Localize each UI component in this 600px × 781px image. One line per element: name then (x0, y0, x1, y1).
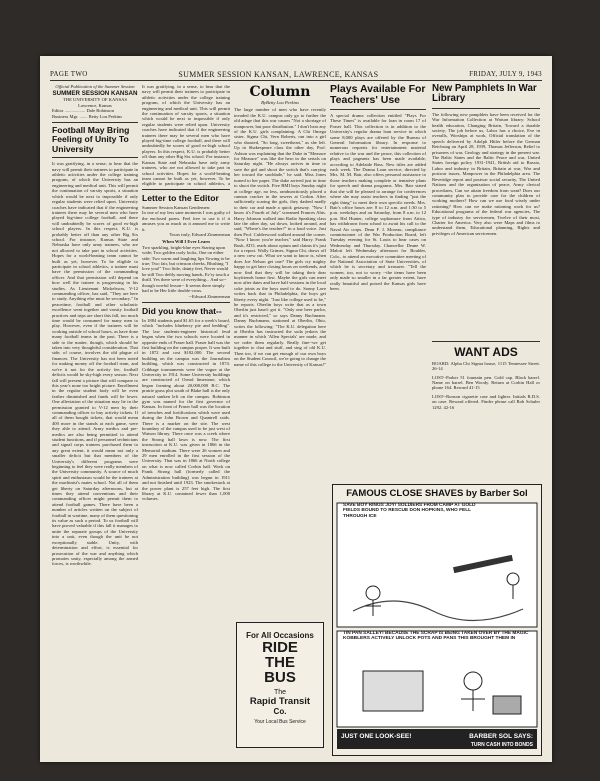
paper-name: SUMMER SESSION KANSAN (52, 90, 138, 98)
barbasol-strip-right: BARBER SOL SAYS: (469, 733, 533, 740)
barbasol-headline: FAMOUS CLOSE SHAVES by Barber Sol (346, 488, 528, 499)
want-ad-cigarette-case: LOST--Ronson cigarette case and lighter. Initials R.D.S. on case. Reward offered. Finder please call Bob Schuler 1292. 42-16 (432, 393, 540, 410)
column-byline: ByBetty Lou Perkins (261, 100, 299, 105)
letter-signoff: Yours truly, Edward Zimmerman (169, 232, 230, 238)
city-name: Lawrence, Kansas (78, 102, 112, 108)
column-editorial (52, 84, 138, 749)
masthead-title: SUMMER SESSION KANSAN, LAWRENCE, KANSAS (178, 69, 379, 79)
ad-line-ride: RIDE (262, 639, 298, 656)
business-line: Business Mgr. ....... Betty Lou Perkins (52, 113, 123, 119)
divider (432, 108, 540, 109)
barbasol-ad (332, 484, 542, 756)
ad-line-the: THE (265, 654, 295, 671)
divider (330, 109, 426, 110)
divider (142, 189, 230, 190)
university-name: THE UNIVERSITY OF KANSAS (62, 97, 128, 103)
newspaper-page (40, 56, 552, 762)
football-article: It was gratifying, in a sense, to hear that the navy will permit their trainees to participate in athletic activities under the college training program, of which the University has an engineering and medical unit. This will permit the continuation of varsity sports, a situation which would be next to impossible if only regular students were relied upon. University coaches have indicated that if the engineering trainees there may be several men who have played big-time college football, and there will undoubtedly be scores of good ex-high school players. In this respect, K.U. is probably better off than any other Big Six school. For instance, Kansas State and Nebraska have only army trainees, who are not allowed to take part in school activities. Hopes for a world-beating team cannot be built as yet, however. To be eligible to participate in school athletics, a trainee must have the permission of the commanding officer. And that permission will depend on how well the trainee is progressing in his studies. As Lieutenant Mickelsson, V-12 commanding officer, has said, "They are here to study. Anything else must be secondary." In peacetime, football and other scholastic excellence went together and varsity football practices and trips are short this fall, too much time would be consumed for many men to play. However, even if the trainees will be working outside of school hours, as have done many football teams in the past. There is a side to the matter, though, which should be taken into very thoughtful consideration. That side, of course, involves the old plague of finances. The University has not been noted for making money off the football team, and we're it not for the activity fee, football deficits would be sky-high every season. Next fall will present a picture that will compare to this year's none too bright picture. Enrollment in the regular student body will be even farther diminished and funds will be lower. One alleviation of the situation may lie in the permission granted to V-12 men by their commanding officer to buy activity tickets. If all of them bought tickets, that would mean 400 more in the stands at each game, were they able to attend. Army medics and pre-medics are also being permitted to attend student functions, and if personnel technicians and signal corps trainees purchased them to any great extent, it would mean not only a smaller deficit but that members of the University's different programs were beginning to feel they were really members of the University community. A source of much spirit and enthusiasm would be the trainees at the machinist's mates school. Not all of them get liberty on Saturday afternoons, but at times they attend conventions and their commanding officer might permit them to attend football games. There have been a number of articles written on the subject of football in wartime, many of them questioning its value as such a period. To us football will have proved valuable if this fall it manages to unite the separate groups of the University into a unit, even though the unit be not exceptionally stable. Unity, with determination and effort, is essential for prosecution of the war and anything which promotes unity, especially among the armed forces, is worthwhile. (52, 161, 138, 567)
pamphlets-article: The following new pamphlets have been received for the War Information Collection at Watson library: School health education, Changing Britain, Toward a durable society, The job before us, Labor has a choice, Eve in overalls, Worships at work, Official translation of the speech delivered by Adolph Hitler before the German Reichstag on April 28, 1939, Thomas Jefferson, Relief to prisoners of war, Geology and strategy in the present war. The Baltic States and the Baltic Peace and war, United States foreign policy 1931-1941, British aid to Russia, Labor and industry in Britain, Britain at war, War and postwar issues, Manpower in the Philadelphia area. The Beveridge report and postwar social security, The United Nations and the organization of peace, Army clerical procedures, Can we attain freedom from want? Does our community plan to provide care for the children of working mothers? How can we use food wisely under rationing? How can we make rationing work for us? Educational programs of the federal war agencies, The type of industry for servicemen, Twelve of their most, Charter for America. Very also were Maps and films to understand them, Educational planning, Rights and privileges of American servicemen. (432, 111, 540, 236)
column-article: The large number of men who have recently invaded the K.U. campus only go to further the old adage that this war causes "Not a shortage of manpower, but poor distribution." I don't hear any of the K.U. girls complaining. A Chi Omega sister, Sigma Chi, Vern Roberts, ran into a girl who shouted, "So long, sweetheart," as she left. Up in Shakespeare class the other day, Prof. Ashton was explaining that the Duke in "Measure for Measure" was like the hero in the serials on Saturday night. "He always arrives in time to save the girl and shoot the switch that's carrying her toward the sawblade," he said. Miss Jones turned to her paper. The duke arrived just in time to shoot the switch. Five BMI boys Sunday night at college age, no less, rambunctiously placed a cannon cracker in the sewers at Corbin. After sufficiently scaring the girls, they dashed madly to their car and made a quick getaway. "Now I know it's Fourth of July" screamed Frances Ahts. Harry Johnson walked into Radio Speaking class late the other day, sat down, looked around, and said, "Where's the teacher?" in a loud voice. Just then Prof. Culderwood walked around the corner. "Now I know you're teacher," said Harry. Frank Rush, ATO, reads about opium and claims it's just for a report. Wally Grimes, Sigma Chi, draws off a new crew cut. What we want to know is, when does Joe Nelson get one? The girls cry mighty happy to get later closing hours on weekends, and now find that they will be taking their dear boyfriends home first. Maybe the girls can meet now after dates and have half sessions in the local coke joints as the boys used to do. Sonny Lave writes back that in Philadelphia, the boys get liberty every night. "Just like college used to be," he reports. Oberlin boys write that as a town Oberlin just hasn't got it. "Only one beer parlor, and it's restricted," so says Danny Buchmann. Danny Buchmann, stationed at Oberlin, Ohio, writes the following: "The K.U. delegation here at Oberlin has instructed the soda jerkers the manner in which 'Allen Specials' are made, and we order them regularly. Really fine--we get together to chat and stuff, and sing of old K.U. Then too, if we can get enough of our own boys on the Student Council, we're going to change the name of this college to the University of Kansas!" (234, 107, 326, 367)
plays-article: A special drama collection entitled "Plays For These Times" is available for loan in room 17 of Fraser hall. This collection is in addition to the University's regular drama loan service in which some 8,000 plays are offered by the Bureau of General Information library. In response to numerous requests for entertainment material relative to the war and the peace, this collection of plays and pageants has been made available, according to Adelaide Bass. New titles are added each week. The Drama Loan service, directed by Mrs. M. M. Bair, also offers personal assistance to those teachers making complete or tentative plans for speech and drama programs. Mrs. Bair stated that she will be pleased to arrange for conferences where she may assist teachers in finding "just the right thing" to meet their own specific needs. Mrs. Bair's office hours are: 8 to 12 a.m. and 1:30 to 5 p.m. weekdays and on Saturday, from 8 a.m. to 12 p.m. Hal Hunter, college sophomore from Attica, has withdrawn from school to await his call to the Naval Air corps. Dean F. J. Moreau, compliance commissioner of the War Production Board, left Tuesday evening for St. Louis to hear cases on Wednesday and Thursday. Chancellor Deane W. Malott left Wednesday afternoon for Boulder, Colo., to attend an executive committee meeting of the National Association of State Universities, of which he is secretary and treasurer. "Tell the women, too, not to worry --the items have been only made so smaller in a far greater extent, have really beautiful and poised the Kansas girls have been. (330, 113, 426, 291)
poem-text: Two sparkling, bright-blue eyes Staring upon wide; Two golden curly locks, One on either side; Two warm and laughing lips Vowing to be true; Two fair, but crimson cheeks, Blushing "I love you!" Two little, dainty feet, Never would be still Two deftly moving hands, Ev'ry touch a thrill. Yes there were of everything... And so--though woeful lesson-- It seems there simply had to be Her little double-cross. (142, 244, 230, 294)
column-pamphlets (432, 84, 540, 534)
ad-line-service: Your Local Bus Service (254, 719, 306, 725)
divider (52, 122, 138, 123)
did-you-know-article: In 1884 students paid $1.65 for a week's board, which "includes blueberry pie and bedding". The law students-engineer historical feud began when the two schools were located in opposite ends of Fraser hall. Fraser hall was the first building on the campus proper. It was built in 1872 and cost $182,000. The second building on the campus was the Journalism building, which was constructed in 1874. Cribbage tournaments were the vogue at the University in 1914. Some University buildings are constructed of Oread limestone, which began forming about 20,000,000 B.C. The prairie grass plot south of Blake hall is the only natural sunken left on the campus. Robinson gym was named for the first governor of Kansas. In front of Fraser hall was the location of trenches and fortifications which were used during the John Brown and Quantrell raids. There is a marker on the site. The west boundary of the campus used to be just west of Watson library. There once was a creek where the Strong hall lawn is now. The first instruction at K.U. was given in 1866 in the Memorial stadium. There were 26 women and 29 men enrolled in the first session of the University. That was in 1866 at North college on what is now called Corbin hall. Work on Frank Strong hall (formerly called the Administration building) was begun in 1911 and not finished until 1923. The smokestack at the power plant is 257 feet high. The first library at K.U. contained fewer than 1,000 volumes. (142, 317, 230, 502)
letter-body: In one of my less sane moments I was guilty of the enclosed poem. Feel free to use it if it amuses you as much as it amused me to write it. (142, 210, 230, 232)
rapid-transit-ad (236, 622, 324, 748)
barbasol-comic-art (333, 501, 541, 751)
issue-date: FRIDAY, JULY 9, 1943 (469, 70, 542, 78)
divider (432, 341, 540, 342)
football-article-continued: It was gratifying, in a sense, to hear that the navy will permit their trainees to participate in athletic activities under the college training program, of which the University has an engineering and medical unit. This will permit the continuation of varsity sports, a situation which would be next to impossible if only regular students were relied upon. University coaches have indicated that if the engineering trainees there may be several men who have played big-time college football, and there will undoubtedly be scores of good ex-high school players. In this respect, K.U. is probably better off than any other Big Six school. For instance, Kansas State and Nebraska have only army trainees, who are not allowed to take part in school activities. Hopes for a world-beating team cannot be built as yet, however. To be eligible to participate in school athletics, a (142, 84, 230, 186)
did-you-know-headline: Did you know that-- (142, 305, 222, 316)
letter-salutation: Summer Session Kansan Gentlemen: (142, 205, 211, 210)
barbasol-panel2-caption: TIN PAN SALLEY! BECAUSE THE SCRAP IS BEING TAKEN OVER BY THE MAGIC KOBBLERS ACTIVELY UNLOCK POTS AND PANS THIS BROUGHT THEM IN (343, 631, 529, 642)
official-publication: Official Publication of the Summer Session (55, 84, 135, 89)
letter-headline: Letter to the Editor (142, 193, 219, 203)
editor-line: Editor .................. Dale Robinson (52, 108, 114, 114)
ad-line-co: Co. (273, 707, 287, 716)
plays-headline: Plays Available For Teachers' Use (330, 84, 426, 106)
page-masthead (50, 68, 542, 81)
poem-title: When Will I Ever Learn (162, 239, 210, 245)
barbasol-tagline: TURN CASH INTO BONDS (470, 742, 533, 748)
want-ad-fountain-pen: LOST--Parker 51 fountain pen. Gold cap. Black barrel. Name on barrel. Ben Woody. Return at Corbin Hall or phone 164. Reward 41-15 (432, 374, 540, 391)
page-number: PAGE TWO (50, 70, 88, 78)
divider (52, 157, 138, 158)
poem-signature: --Edward Zimmerman (188, 293, 230, 299)
football-headline: Football May Bring Feeling of Unity To University (52, 125, 130, 154)
column-gossip (234, 84, 326, 749)
column-plays (330, 84, 426, 534)
barbasol-strip-left: JUST ONE LOOK-SEE! (341, 733, 412, 740)
barbasol-panel1-caption: SAVE BOY RINGS JOY! SOLDIERS FROM CAMP AT GOLD FIELDS BOUND TO RESCUE DON HOPKINS, WHO FELL THROUGH ICE (343, 503, 476, 519)
pamphlets-headline: New Pamphlets In War Library (432, 84, 537, 105)
want-ad-board: BOARD: Alpha Chi Sigma house, 1115 Tennessee Street. 26-14 (432, 360, 540, 372)
ad-line-occasions: For All Occasions (246, 631, 314, 640)
paper-info-box (52, 84, 138, 119)
ad-line-the2: The (273, 689, 287, 696)
column-headline: Column (249, 84, 311, 100)
want-ads-headline: WANT ADS (454, 344, 518, 359)
ad-line-bus: BUS (264, 669, 296, 686)
divider (142, 302, 230, 303)
column-letters (142, 84, 230, 749)
ad-line-company: Rapid Transit (249, 696, 311, 707)
